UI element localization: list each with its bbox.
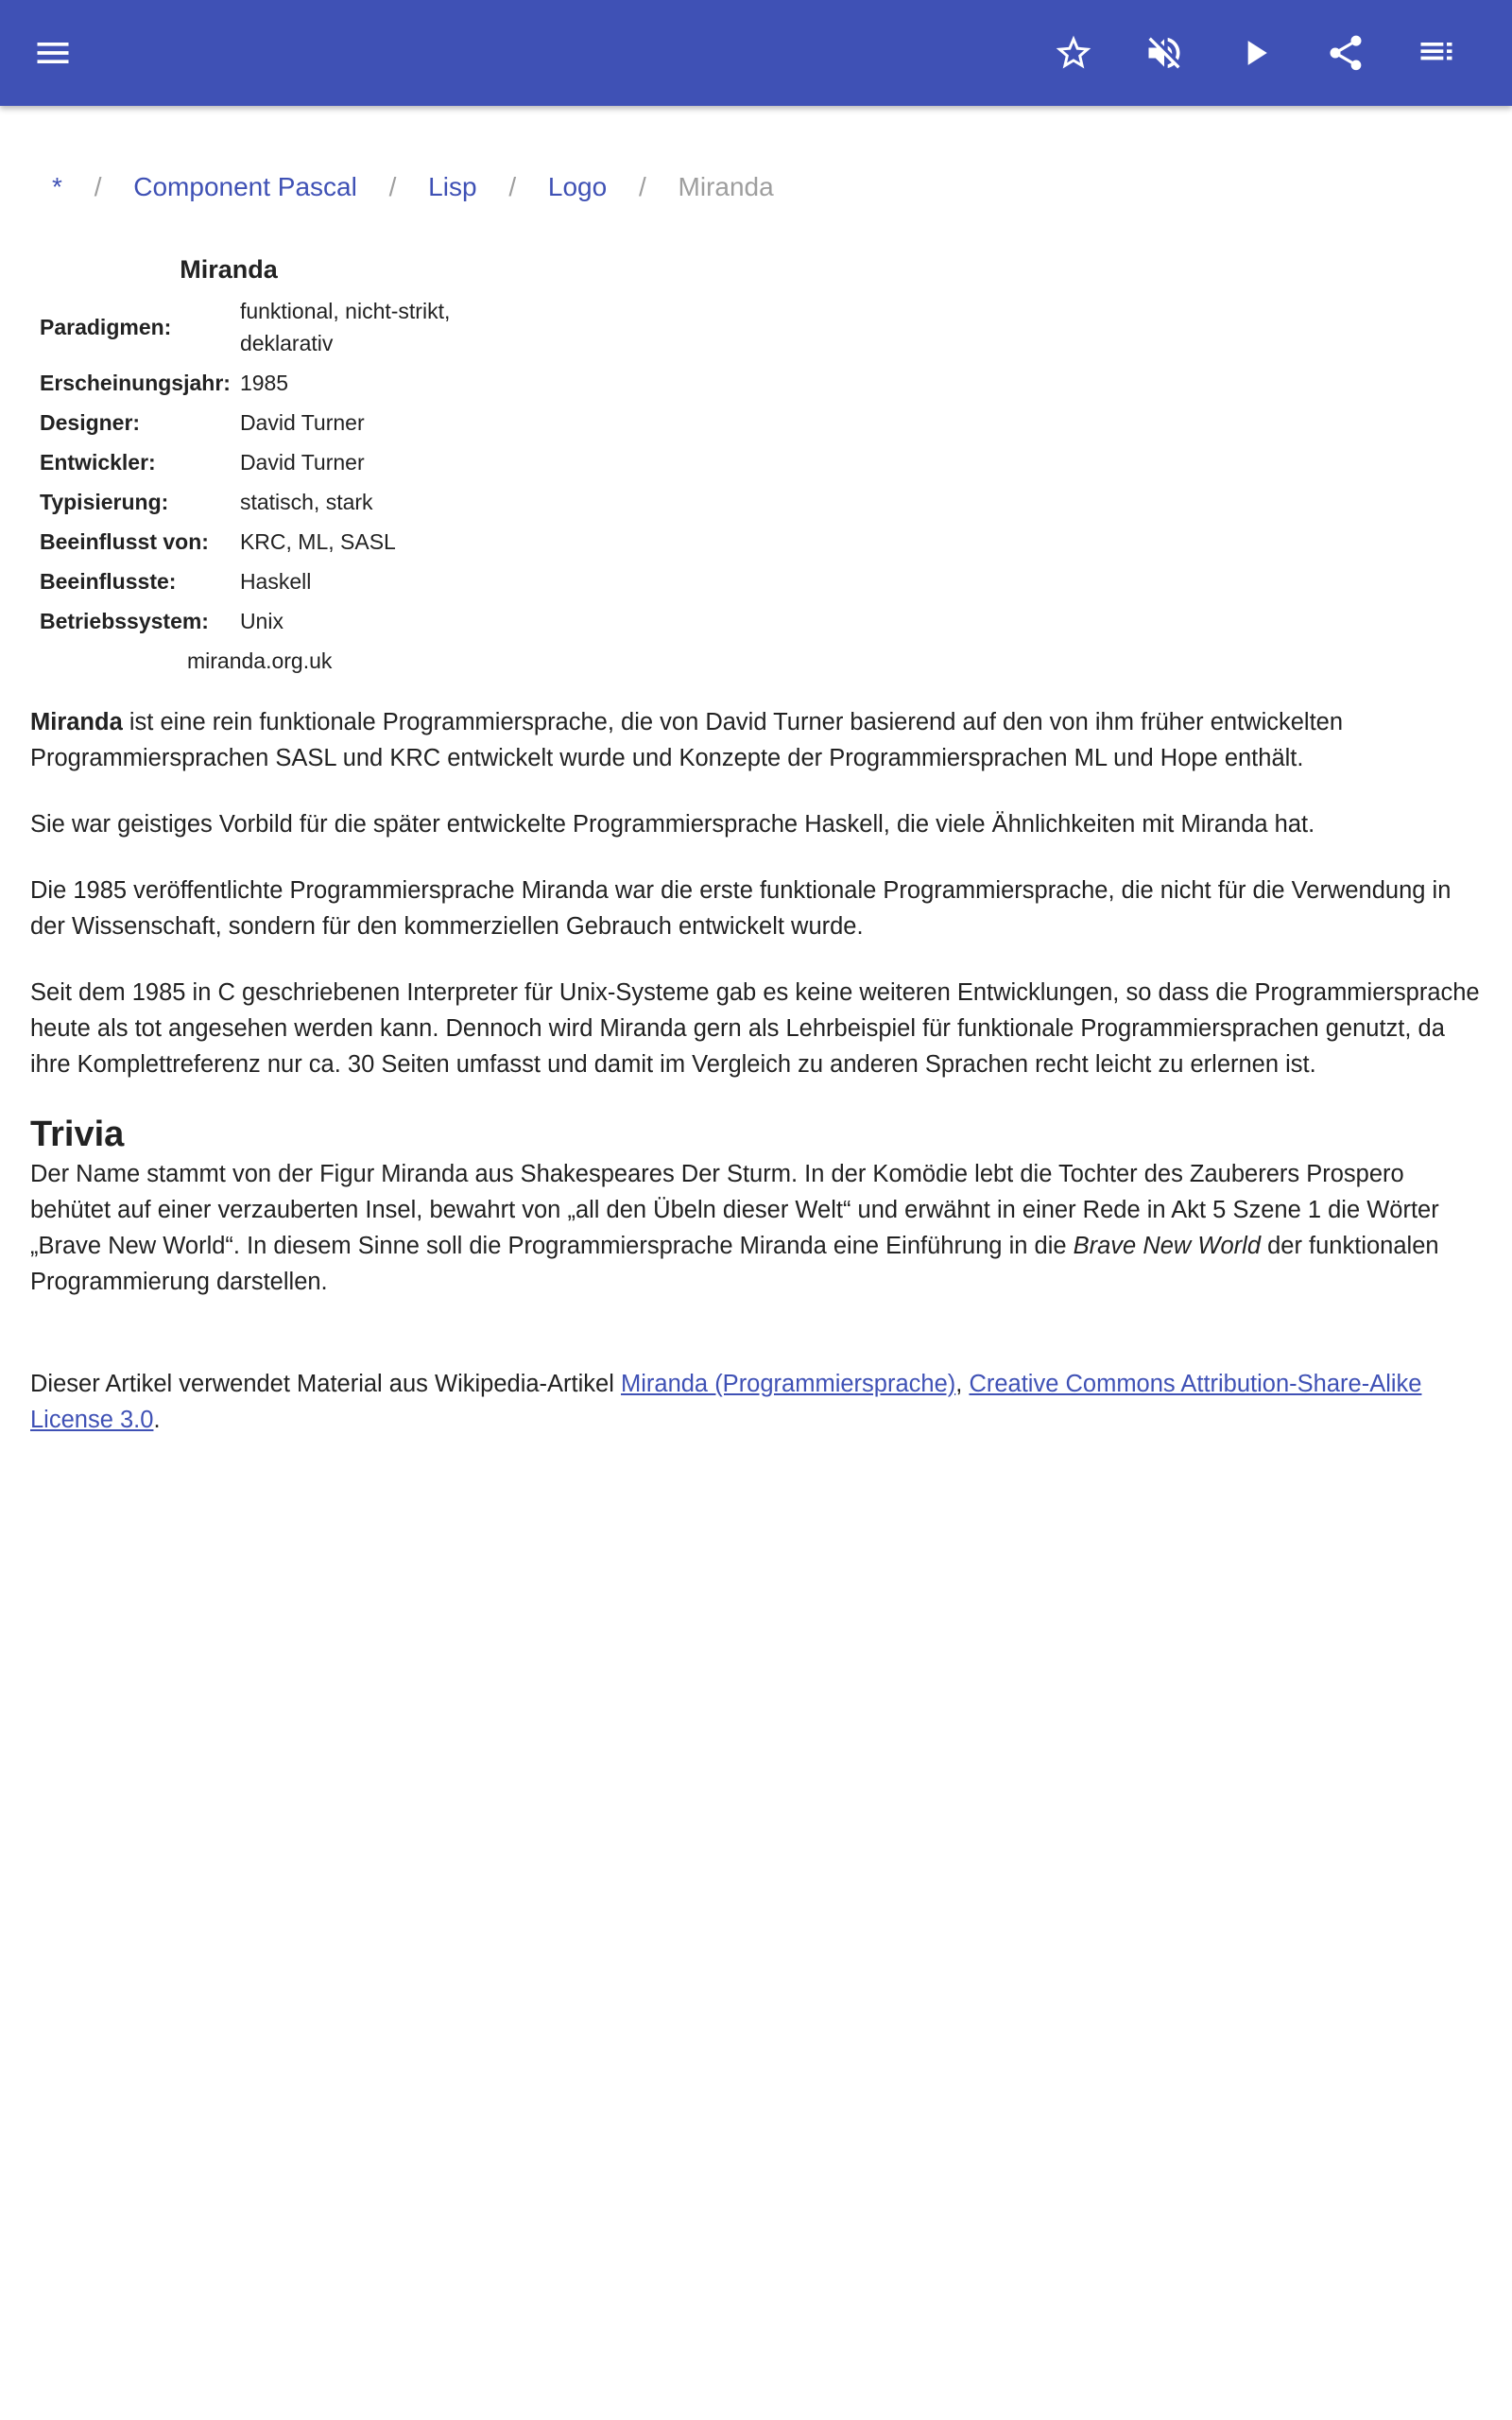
infobox-row-entwickler — [30, 442, 465, 482]
trivia-italic: Brave New World — [1073, 1233, 1262, 1259]
infobox-value: David Turner — [239, 450, 365, 475]
infobox-row-beeinflusste — [30, 562, 465, 601]
source-end: . — [153, 1407, 161, 1433]
playlist-icon[interactable] — [1408, 25, 1465, 81]
menu-icon[interactable] — [25, 25, 81, 81]
infobox-value: statisch, stark — [239, 490, 373, 514]
volume-off-icon[interactable] — [1136, 25, 1193, 81]
trivia-heading: Trivia — [30, 1115, 125, 1154]
breadcrumb-current: Miranda — [678, 172, 774, 201]
breadcrumb-separator: / — [638, 172, 646, 201]
trivia-text: Der Name stammt von der Figur Miranda aus Shakespeares Der Sturm. In der Komödie lebt die Tochter des Zauberers Prospero behütet auf einer verzauberten Insel, bewahrt von „all den Übeln dieser Welt“ und erwähnt in einer Rede in Akt 5 Szene 1 die Wörter „Brave New World“. In diesem Sinne soll die Programmiersprache Miranda eine Einführung in die — [30, 1161, 1439, 1259]
infobox-label: Paradigmen: — [40, 315, 172, 339]
breadcrumb-item-component-pascal[interactable]: Component Pascal — [133, 172, 357, 201]
infobox-label: Beeinflusst von: — [40, 529, 209, 554]
article-content — [30, 704, 1486, 1468]
infobox-label: Typisierung: — [40, 490, 169, 514]
star-outline-icon[interactable] — [1045, 25, 1102, 81]
breadcrumb-separator: / — [388, 172, 397, 201]
infobox-row-betriebssystem — [30, 601, 465, 641]
paragraph-history: Die 1985 veröffentlichte Programmiersprache Miranda war die erste funktionale Programmiersprache, die nicht für die Verwendung in der Wissenschaft, sondern für den kommerziellen Gebrauch entwickelt wurde. — [30, 877, 1452, 940]
infobox-row-typisierung — [30, 482, 465, 522]
infobox-label: Entwickler: — [40, 450, 156, 475]
breadcrumb-item-logo[interactable]: Logo — [547, 172, 608, 201]
infobox-value: KRC, ML, SASL — [239, 529, 396, 554]
infobox-table — [30, 291, 465, 641]
infobox-row-erscheinungsjahr — [30, 363, 465, 403]
infobox-value: David Turner — [239, 410, 365, 435]
share-icon[interactable] — [1317, 25, 1374, 81]
breadcrumb-separator: / — [508, 172, 517, 201]
infobox-row-designer — [30, 403, 465, 442]
infobox-title: Miranda — [180, 255, 278, 284]
breadcrumb-item-lisp[interactable]: Lisp — [428, 172, 477, 201]
intro-text: ist eine rein funktionale Programmiersprache, die von David Turner basierend auf den von ihm früher entwickelten Programmiersprachen SASL und KRC entwickelt wurde und Konzepte der Programmiersprachen ML und Hope enthält. — [30, 709, 1344, 771]
source-article-link[interactable]: Miranda (Programmiersprache) — [620, 1371, 956, 1397]
breadcrumb-item-home[interactable]: * — [52, 172, 62, 201]
infobox-value: 1985 — [239, 371, 289, 395]
breadcrumb-separator: / — [94, 172, 102, 201]
infobox-value: Haskell — [239, 569, 312, 594]
play-icon[interactable] — [1227, 25, 1283, 81]
trivia-text-end: der funktionalen Programmierung darstellen. — [30, 1233, 1439, 1295]
infobox-row-paradigmen — [30, 291, 465, 363]
infobox-label: Beeinflusste: — [40, 569, 177, 594]
breadcrumb — [52, 168, 774, 206]
infobox-value: funktional, nicht-strikt, deklarativ — [239, 299, 451, 355]
infobox-label: Betriebssystem: — [40, 609, 209, 633]
intro-paragraph — [30, 704, 1486, 776]
license-link[interactable]: Creative Commons Attribution-Share-Alike License 3.0 — [30, 1371, 1422, 1433]
infobox-row-beeinflusst-von — [30, 522, 465, 562]
paragraph-interpreter: Seit dem 1985 in C geschriebenen Interpreter für Unix-Systeme gab es keine weiteren Entwicklungen, so dass die Programmiersprache heute als tot angesehen werden kann. Dennoch wird Miranda gern als Lehrbeispiel für funktionale Programmiersprachen genutzt, da ihre Komplettreferenz nur ca. 30 Seiten umfasst und damit im Vergleich zu anderen Sprachen recht leicht zu erlernen ist. — [30, 979, 1480, 1078]
app-bar — [0, 0, 1512, 106]
trivia-paragraph — [30, 1156, 1486, 1300]
source-attribution — [30, 1366, 1486, 1438]
paragraph-haskell: Sie war geistiges Vorbild für die später entwickelte Programmiersprache Haskell, die viele Ähnlichkeiten mit Miranda hat. — [30, 811, 1315, 838]
source-prefix: Dieser Artikel verwendet Material aus Wikipedia-Artikel — [30, 1371, 621, 1397]
intro-bold-term: Miranda — [30, 709, 123, 735]
infobox — [30, 248, 465, 677]
source-comma: , — [955, 1371, 970, 1397]
infobox-website: miranda.org.uk — [187, 648, 333, 673]
infobox-value: Unix — [239, 609, 284, 633]
infobox-label: Erscheinungsjahr: — [40, 371, 231, 395]
infobox-label: Designer: — [40, 410, 141, 435]
